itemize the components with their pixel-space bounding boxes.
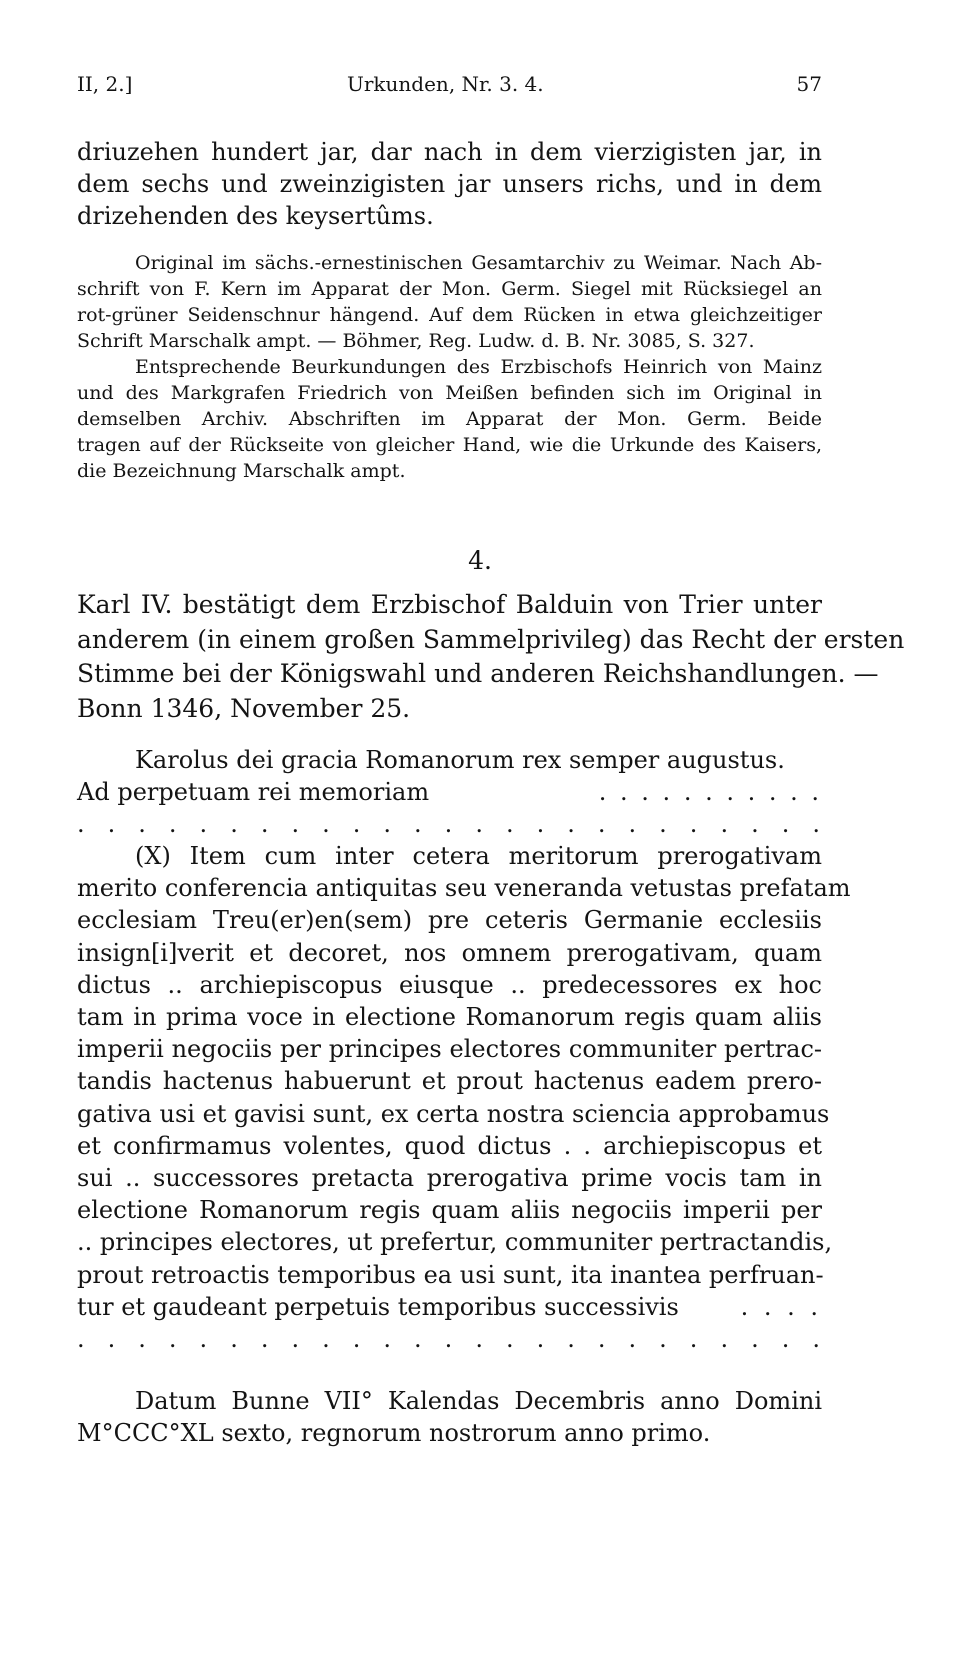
- archival-note: [77, 251, 822, 355]
- note-line: Entsprechende Beurkundungen des Erzbischofs Heinrich von Mainz: [135, 356, 822, 378]
- text-line: dem sechs und zweinzigisten jar unsers richs, und in dem: [77, 170, 822, 199]
- body-line: electione Romanorum regis quam aliis negociis imperii per: [77, 1196, 822, 1225]
- previous-charter-ending: [77, 136, 822, 233]
- header-title: Urkunden, Nr. 3. 4.: [347, 72, 544, 96]
- omission-dots: . . . .: [740, 1292, 822, 1321]
- note-line: Schrift Marschalk ampt. — Böhmer, Reg. Ludw. d. B. Nr. 3085, S. 327.: [77, 329, 755, 352]
- invocatio: Karolus dei gracia Romanorum rex semper augustus.: [135, 746, 785, 774]
- body-line: (X) Item cum inter cetera meritorum prerogativam: [135, 842, 822, 870]
- running-header: [77, 72, 822, 106]
- note-line: rot-grüner Seidenschnur hängend. Auf dem Rücken in etwa gleichzeitiger: [77, 303, 822, 326]
- text-line: driuzehen hundert jar, dar nach in dem vierzigisten jar, in: [77, 138, 822, 166]
- body-line: prout retroactis temporibus ea usi sunt, ita inantea perfruan-: [77, 1260, 824, 1289]
- body-line: gativa usi et gavisi sunt, ex certa nostra sciencia approbamus: [77, 1099, 830, 1128]
- body-line: ecclesiam Treu(er)en(sem) pre ceteris Germanie ecclesiis: [77, 906, 822, 935]
- dating-line: M°CCC°XL sexto, regnorum nostrorum anno primo.: [77, 1419, 711, 1448]
- regest-line: Karl IV. bestätigt dem Erzbischof Balduin von Trier unter: [77, 590, 822, 619]
- document-number: 4.: [468, 546, 492, 575]
- regest-line: Bonn 1346, November 25.: [77, 694, 411, 724]
- note-line: schrift von F. Kern im Apparat der Mon. Germ. Siegel mit Rücksiegel an: [77, 277, 822, 300]
- text-line: drizehenden des keysertûms.: [77, 202, 434, 231]
- dating-line: Datum Bunne VII° Kalendas Decembris anno Domini: [135, 1387, 822, 1415]
- charter-body: [77, 840, 851, 1355]
- note-line: demselben Archiv. Abschriften im Apparat der Mon. Germ. Beide: [77, 407, 822, 430]
- body-line: tur et gaudeant perpetuis temporibus successivis: [77, 1292, 679, 1321]
- charter-opening: [77, 744, 822, 840]
- regest-line: anderem (in einem großen Sammelprivileg) das Recht der ersten: [77, 624, 905, 654]
- note-line: tragen auf der Rückseite von gleicher Hand, wie die Urkunde des Kaisers,: [77, 433, 822, 456]
- arenga-line: [77, 776, 822, 808]
- arenga: Ad perpetuam rei memoriam: [77, 778, 430, 807]
- note-line: die Bezeichnung Marschalk ampt.: [77, 459, 406, 482]
- body-line: .. principes electores, ut prefertur, communiter pertractandis,: [77, 1228, 833, 1257]
- body-line: insign[i]verit et decoret, nos omnem prerogativam, quam: [77, 938, 822, 967]
- body-last-line: [77, 1291, 822, 1323]
- body-line: tam in prima voce in electione Romanorum regis quam aliis: [77, 1003, 822, 1032]
- body-line: merito conferencia antiquitas seu veneranda vetustas prefatam: [77, 874, 851, 903]
- note-line: und des Markgrafen Friedrich von Meißen befinden sich im Original in: [77, 381, 822, 404]
- omission-dots: . . . . . . . . . . .: [598, 778, 822, 807]
- body-line: sui .. successores pretacta prerogativa prime vocis tam in: [77, 1164, 822, 1193]
- document-regest: [77, 588, 905, 727]
- page-number: 57: [796, 72, 822, 96]
- omission-dots-row: . . . . . . . . . . . . . . . . . . . . . . . . .: [77, 1325, 822, 1354]
- body-line: imperii negociis per principes electores communiter pertrac-: [77, 1035, 822, 1064]
- header-volume: II, 2.]: [77, 72, 133, 96]
- body-line: dictus .. archiepiscopus eiusque .. predecessores ex hoc: [77, 970, 822, 999]
- note-line: Original im sächs.-ernestinischen Gesamtarchiv zu Weimar. Nach Ab-: [135, 252, 822, 274]
- regest-line: Stimme bei der Königswahl und anderen Reichshandlungen. —: [77, 659, 879, 689]
- body-line: tandis hactenus habuerunt et prout hactenus eadem prero-: [77, 1067, 822, 1096]
- body-line: et confirmamus volentes, quod dictus . . archiepiscopus et: [77, 1131, 822, 1160]
- dating-clause: [77, 1385, 822, 1449]
- omission-dots-row: . . . . . . . . . . . . . . . . . . . . . . . . .: [77, 810, 822, 839]
- related-documents-note: [77, 355, 822, 485]
